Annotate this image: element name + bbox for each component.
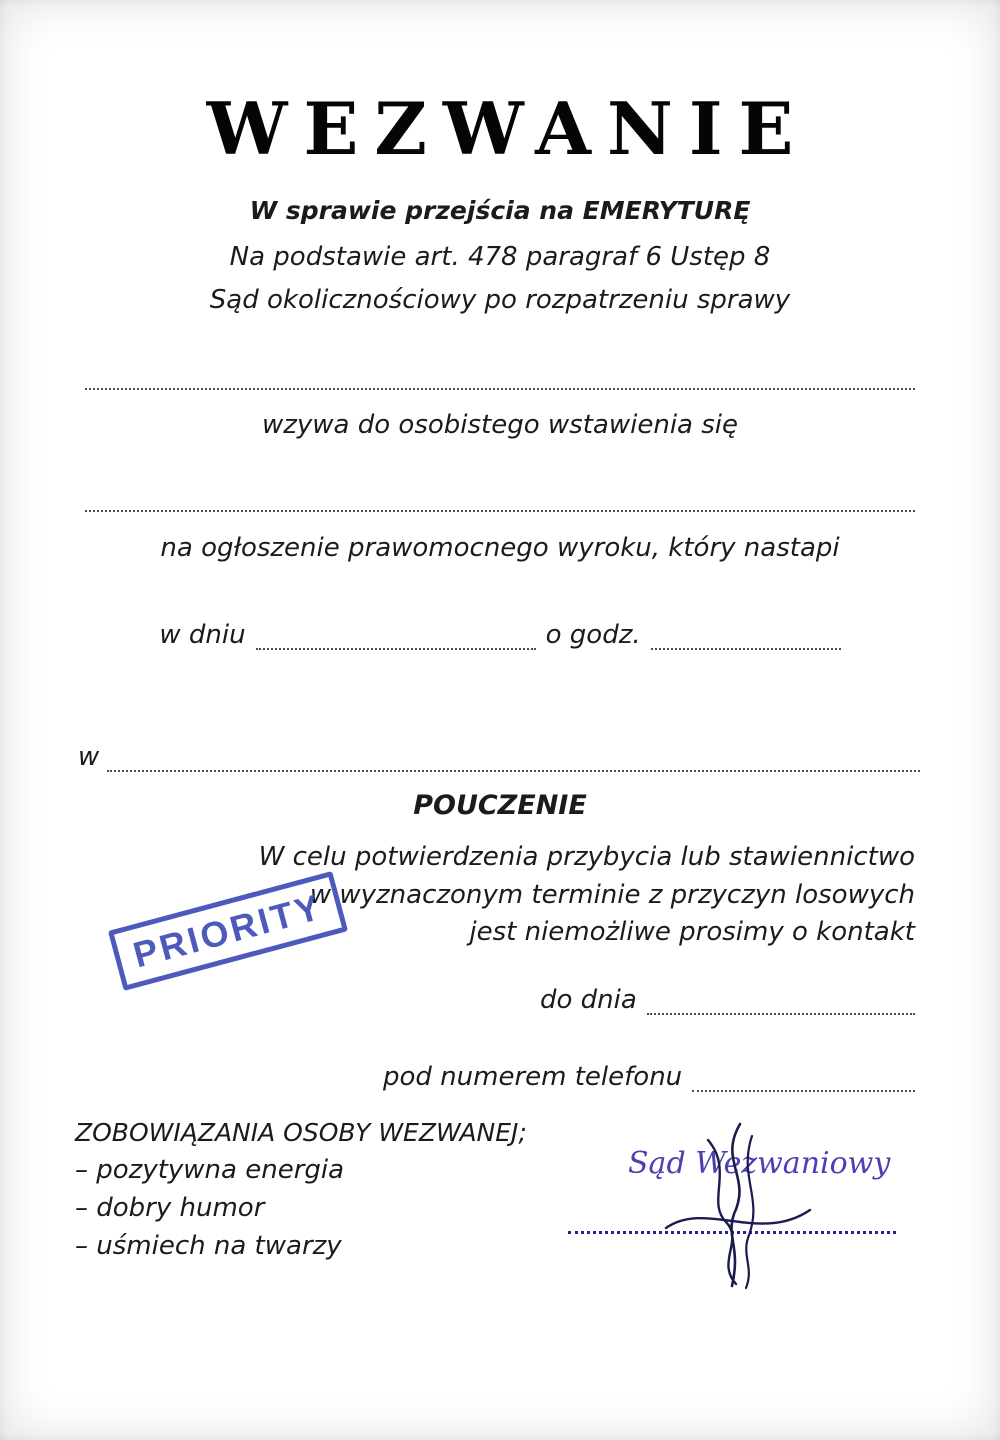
phone-label: pod numerem telefonu — [383, 1062, 683, 1092]
deadline-blank-field — [647, 989, 915, 1015]
case-subject-line: W sprawie przejścia na EMERYTURĘ — [249, 196, 751, 225]
notice-line: W celu potwierdzenia przybycia lub stawiennictwo — [258, 842, 915, 872]
date-blank-field — [256, 624, 536, 650]
legal-basis-line: Na podstawie art. 478 paragraf 6 Ustęp 8 — [229, 242, 771, 272]
blank-line-summoned-person — [85, 370, 915, 390]
obligation-item: – dobry humor — [75, 1193, 265, 1223]
phone-row — [383, 1062, 915, 1092]
deadline-row — [540, 985, 915, 1015]
signature-scribble-icon — [648, 1118, 818, 1293]
obligations-heading: ZOBOWIĄZANIA OSOBY WEZWANEJ; — [75, 1118, 527, 1147]
deadline-label: do dnia — [540, 985, 637, 1015]
time-blank-field — [651, 624, 841, 650]
notice-line: w wyznaczonym terminie z przyczyn losowych — [309, 880, 915, 910]
verdict-line: na ogłoszenie prawomocnego wyroku, który nastapi — [160, 533, 840, 563]
signature-label: Sąd Wezwaniowy — [628, 1146, 891, 1181]
date-time-row — [0, 620, 1000, 650]
obligation-item: – uśmiech na twarzy — [75, 1231, 342, 1261]
date-label: w dniu — [159, 620, 246, 650]
notice-line: jest niemożliwe prosimy o kontakt — [469, 917, 915, 947]
document-title: WEZWANIE — [206, 86, 810, 171]
court-line: Sąd okolicznościowy po rozpatrzeniu sprawy — [209, 285, 791, 315]
summon-line: wzywa do osobistego wstawienia się — [261, 410, 739, 440]
blank-line-second — [85, 492, 915, 512]
time-label: o godz. — [545, 620, 641, 650]
obligation-item: – pozytywna energia — [75, 1155, 345, 1185]
place-label: w — [78, 742, 100, 772]
place-row — [78, 742, 920, 772]
place-blank-field — [107, 746, 920, 772]
notice-heading: POUCZENIE — [413, 790, 587, 821]
priority-stamp: PRIORITY — [108, 871, 348, 991]
phone-blank-field — [692, 1066, 915, 1092]
